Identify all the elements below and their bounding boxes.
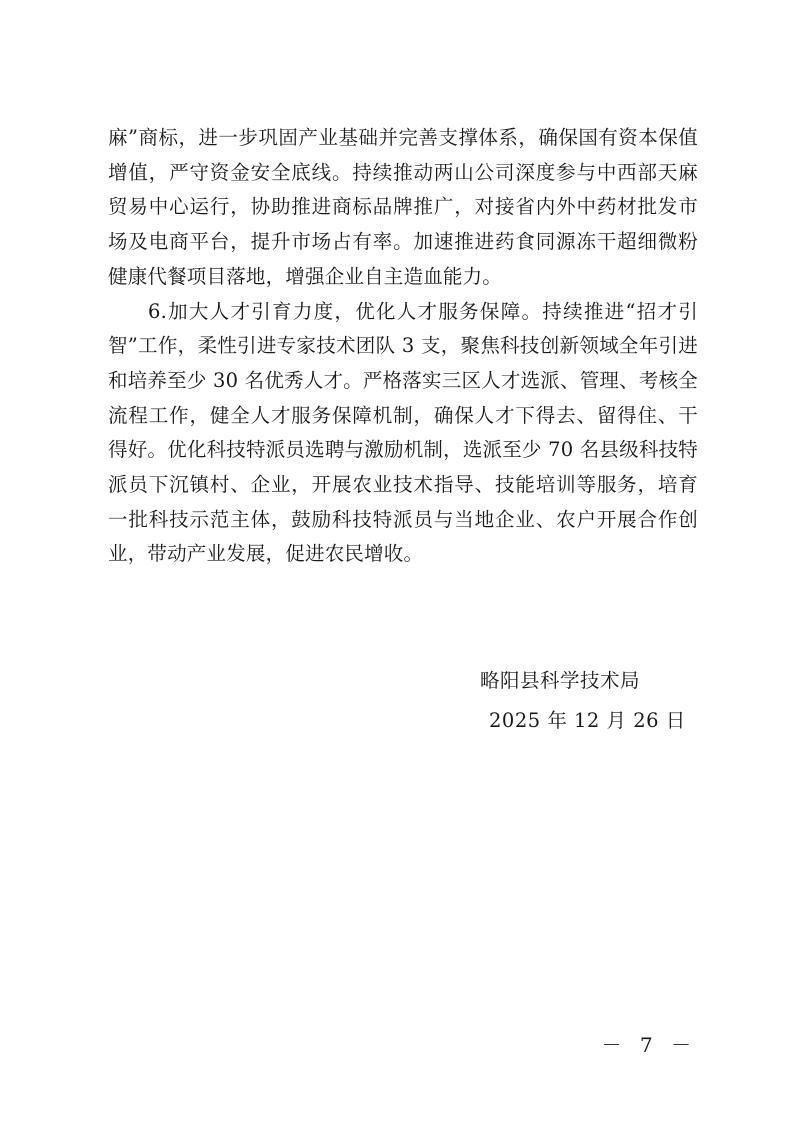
signature-date: 2025 年 12 月 26 日 (489, 709, 686, 732)
signature-organization: 略阳县科学技术局 (480, 669, 641, 692)
paragraph-continued: 麻”商标，进一步巩固产业基础并完善支撑体系，确保国有资本保值增值，严守资金安全底线。持续推动两山公司深度参与中西部天麻贸易中心运行，协助推进商标品牌推广，对接省内外中药材批发市场及电商平台，提升市场占有率。加速推进药食同源冻干超细微粉健康代餐项目落地，增强企业自主造血能力。 (108, 126, 698, 288)
paragraph-6: 6.加大人才引育力度，优化人才服务保障。持续推进“招才引智”工作，柔性引进专家技术团队 3 支，聚焦科技创新领域全年引进和培养至少 30 名优秀人才。严格落实三区人才选派、管理、考核全流程工作，健全人才服务保障机制，确保人才下得去、留得住、干得好。优化科技特派员选聘与激励机制，选派至少 70 名县级科技特派员下沉镇村、企业，开展农业技术指导、技能培训等服务，培育一批科技示范主体，鼓励科技特派员与当地企业、农户开展合作创业，带动产业发展，促进农民增收。 (108, 299, 698, 566)
page-number: － 7 － (601, 1033, 697, 1057)
body-text (108, 121, 698, 572)
